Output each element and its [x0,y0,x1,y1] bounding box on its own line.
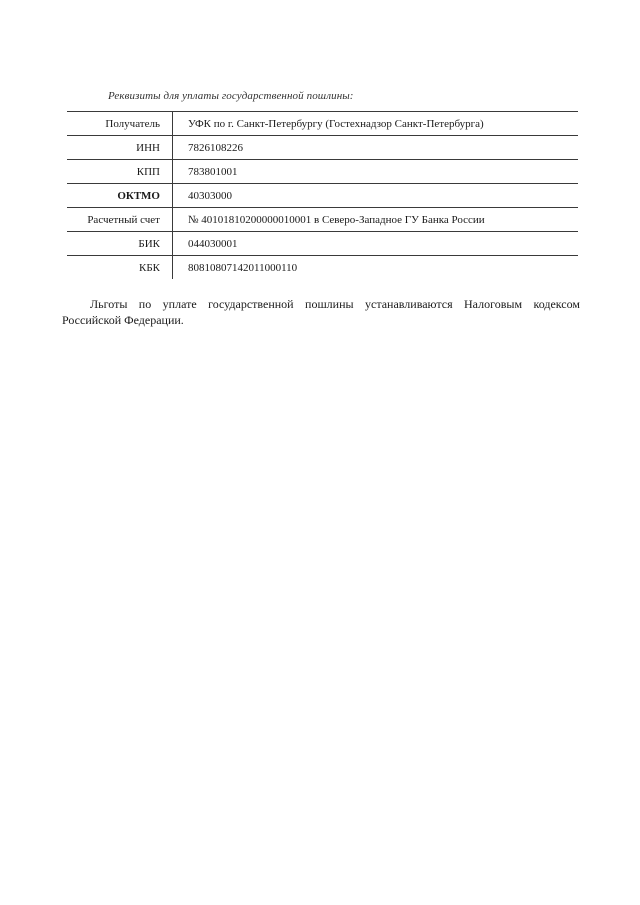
table-row [67,208,578,232]
row-label-kbk: КБК [67,256,173,280]
requisites-table [67,111,578,279]
table-row [67,184,578,208]
row-value-oktmo: 40303000 [173,184,579,208]
row-label-account: Расчетный счет [67,208,173,232]
table-row [67,256,578,280]
row-label-inn: ИНН [67,136,173,160]
requisites-heading: Реквизиты для уплаты государственной пошлины: [108,90,354,102]
row-value-bik: 044030001 [173,232,579,256]
table-row [67,232,578,256]
row-label-kpp: КПП [67,160,173,184]
row-value-kbk: 80810807142011000110 [188,261,298,274]
row-value-recipient: УФК по г. Санкт-Петербургу (Гостехнадзор Санкт-Петербурга) [173,112,579,136]
row-label-bik: БИК [67,232,173,256]
row-label-recipient: Получатель [67,112,173,136]
table-row [67,160,578,184]
row-value-inn: 7826108226 [173,136,579,160]
row-value-kpp: 783801001 [173,160,579,184]
row-label-oktmo: ОКТМО [67,184,173,208]
table-row [67,136,578,160]
benefits-note: Льготы по уплате государственной пошлины устанавливаются Налоговым кодексом Российской Федерации. [62,297,580,327]
row-value-account: № 40101810200000010001 в Северо-Западное ГУ Банка России [173,208,579,232]
table-row [67,112,578,136]
